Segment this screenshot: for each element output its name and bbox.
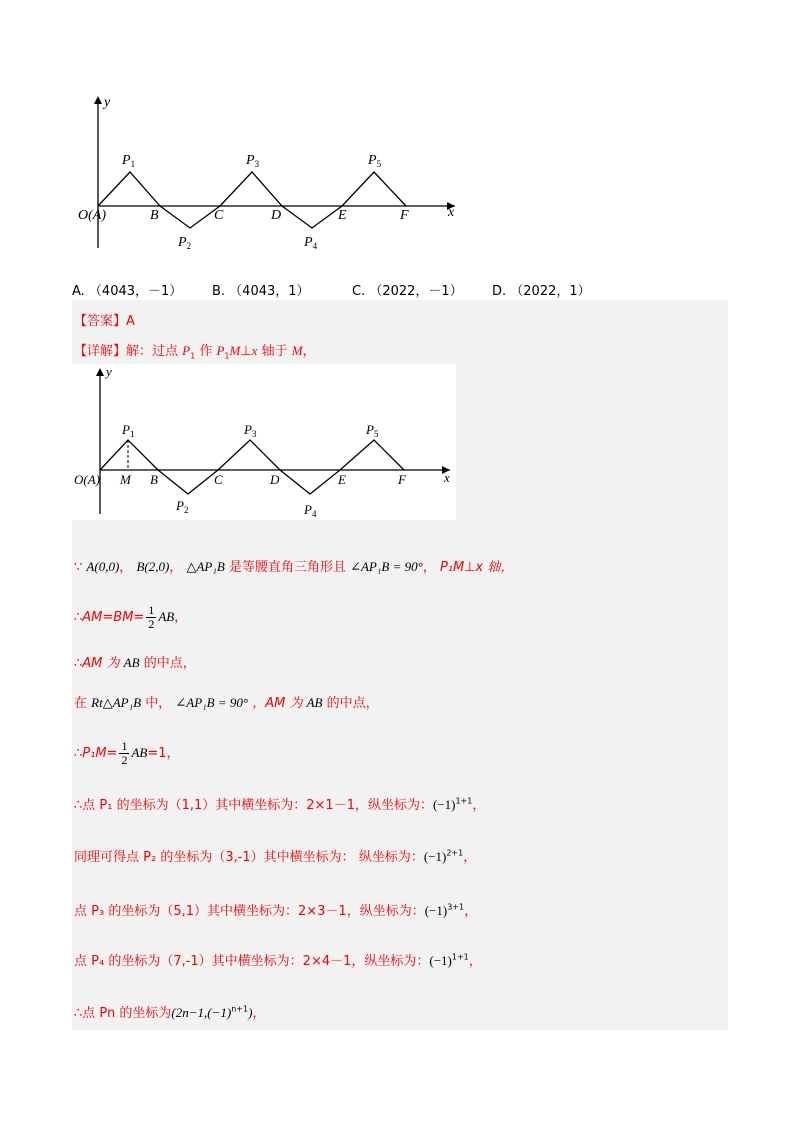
option-c: C. （2022，－1） xyxy=(352,284,463,299)
step-7: 同理可得点 P₂ 的坐标为（3,-1）其中横坐标为： 纵坐标为：$(-1)^{2+1}$， xyxy=(74,848,477,865)
zigzag-figure-solution xyxy=(72,364,456,520)
c-label: C xyxy=(214,208,224,223)
option-d: D. （2022，1） xyxy=(492,284,591,299)
step-1: ∵ A(0,0)， B(2,0)， △AP₁B 是等腰直角三角形且 ∠AP₁B = 90°， P₁M⊥x 轴， xyxy=(74,559,514,575)
d-label: D xyxy=(271,208,282,223)
option-b: B. （4043，1） xyxy=(212,284,310,299)
answer-label: 【答案】A xyxy=(74,314,135,329)
detail-heading: 【详解】解：过点 $P_1$ 作 $P_1M\perp x$ 轴于 M， xyxy=(74,343,316,361)
y-axis-label: y xyxy=(106,364,112,379)
step-5: ∴P₁M= $\frac{1}{2}$ AB=1， xyxy=(74,739,180,767)
x-axis-label: x xyxy=(448,205,455,220)
option-a: A. （4043，－1） xyxy=(72,284,183,299)
origin-label: O(A) xyxy=(78,208,106,223)
b-label: B xyxy=(150,208,159,223)
p4-label: $P_4$ xyxy=(304,502,317,519)
e-label: E xyxy=(338,472,346,487)
step-6: ∴点 P₁ 的坐标为（1,1）其中横坐标为：2×1－1，纵坐标为：$(-1)^{1+1}$， xyxy=(74,796,486,813)
p1-label: $P_1$ xyxy=(122,153,136,169)
step-2: ∴AM=BM= $\frac{1}{2}$ AB， xyxy=(74,603,188,631)
c-label: C xyxy=(214,472,223,487)
b-label: B xyxy=(150,472,158,487)
x-axis-label: x xyxy=(444,470,450,485)
zigzag-figure-top xyxy=(70,88,470,258)
p1-label: $P_1$ xyxy=(122,422,135,439)
step-9: 点 P₄ 的坐标为（7,-1）其中横坐标为：2×4－1，纵坐标为：$(-1)^{1+1}$， xyxy=(74,952,482,969)
d-label: D xyxy=(270,472,280,487)
zigzag-path xyxy=(98,172,406,228)
origin-label: O(A) xyxy=(74,472,100,487)
y-axis-label: y xyxy=(104,95,111,110)
e-label: E xyxy=(338,208,347,223)
f-label: F xyxy=(398,472,406,487)
f-label: F xyxy=(400,208,409,223)
step-10: ∴点 Pn 的坐标为$(2n-1,(-1)^{n+1})$， xyxy=(74,1004,266,1021)
p3-label: $P_3$ xyxy=(244,422,257,439)
p5-label: $P_5$ xyxy=(366,422,379,439)
step-3: ∴AM 为 AB 的中点， xyxy=(74,655,196,671)
p2-label: $P_2$ xyxy=(178,235,192,251)
p3-label: $P_3$ xyxy=(246,153,260,169)
p4-label: $P_4$ xyxy=(304,235,318,251)
p5-label: $P_5$ xyxy=(368,153,382,169)
step-4: 在 Rt△AP₁B 中， ∠AP₁B = 90° ，AM 为 AB 的中点， xyxy=(74,695,379,711)
step-8: 点 P₃ 的坐标为（5,1）其中横坐标为：2×3－1，纵坐标为：$(-1)^{3+1}$， xyxy=(74,902,478,919)
m-label: M xyxy=(120,472,131,487)
p2-label: $P_2$ xyxy=(176,498,189,515)
